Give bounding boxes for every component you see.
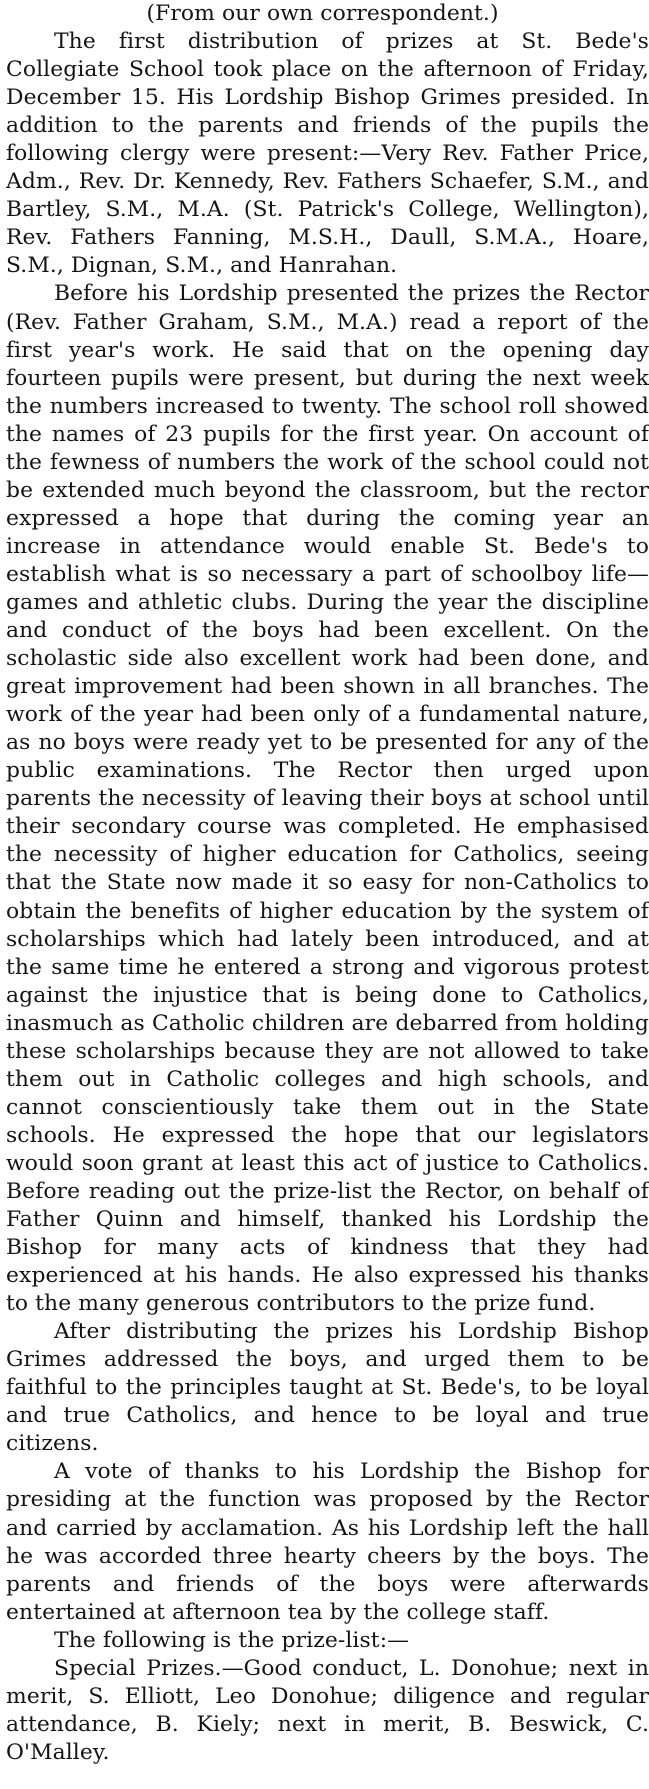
article-byline: (From our own correspondent.) [146,1,499,26]
paragraph-special-prizes: Special Prizes.—Good conduct, L. Donohue; next in merit, S. Elliott, Leo Donohue; diligence and regular attendance, B. Kiely; next in merit, B. Beswick, C. O'Malley. [6,1655,649,1765]
paragraph-opening: The first distribution of prizes at St. Bede's Collegiate School took place on the afternoon of Friday, December 15. His Lordship Bishop Grimes presided. In addition to the parents and friends of the pupils the following clergy were present:—Very Rev. Father Price, Adm., Rev. Dr. Kennedy, Rev. Fathers Schaefer, S.M., and Bartley, S.M., M.A. (St. Patrick's College, Wellington), Rev. Fathers Fanning, M.S.H., Daull, S.M.A., Hoare, S.M., Dignan, S.M., and Hanrahan. [6,29,649,279]
paragraph-bishop-address: After distributing the prizes his Lordship Bishop Grimes addressed the boys, and urged them to be faithful to the principles taught at St. Bede's, to be loyal and true Catholics, and hence to be loyal and true citizens. [6,1319,649,1457]
paragraph-prize-list-intro: The following is the prize-list:— [54,1627,410,1653]
paragraph-rector-report: Before his Lordship presented the prizes the Rector (Rev. Father Graham, S.M., M.A.) read a report of the first year's work. He said that on the opening day fourteen pupils were present, but during the next week the numbers increased to twenty. The school roll showed the names of 23 pupils for the first year. On account of the fewness of numbers the work of the school could not be extended much beyond the classroom, but the rector expressed a hope that during the coming year an increase in attendance would enable St. Bede's to establish what is so necessary a part of schoolboy life—games and athletic clubs. During the year the discipline and conduct of the boys had been excellent. On the scholastic side also excellent work had been done, and great improvement had been shown in all branches. The work of the year had been only of a fundamental nature, as no boys were ready yet to be presented for any of the public examinations. The Rector then urged upon parents the necessity of leaving their boys at school until their secondary course was completed. He emphasised the necessity of higher education for Catholics, seeing that the State now made it so easy for non-Catholics to obtain the benefits of higher education by the system of scholarships which had lately been introduced, and at the same time he entered a strong and vigorous protest against the injustice that is being done to Catholics, inasmuch as Catholic children are debarred from holding these scholarships because they are not allowed to take them out in Catholic colleges and high schools, and cannot conscientiously take them out in the State schools. He expressed the hope that our legislators would soon grant at least this act of justice to Catholics. Before reading out the prize-list the Rector, on behalf of Father Quinn and himself, thanked his Lordship the Bishop for many acts of kindness that they had experienced at his hands. He also expressed his thanks to the many generous contributors to the prize fund. [6,281,649,1317]
paragraph-vote-of-thanks: A vote of thanks to his Lordship the Bishop for presiding at the function was proposed by the Rector and carried by acclamation. As his Lordship left the hall he was accorded three hearty cheers by the boys. The parents and friends of the boys were afterwards entertained at afternoon tea by the college staff. [6,1459,649,1625]
newspaper-article [6,0,649,1767]
